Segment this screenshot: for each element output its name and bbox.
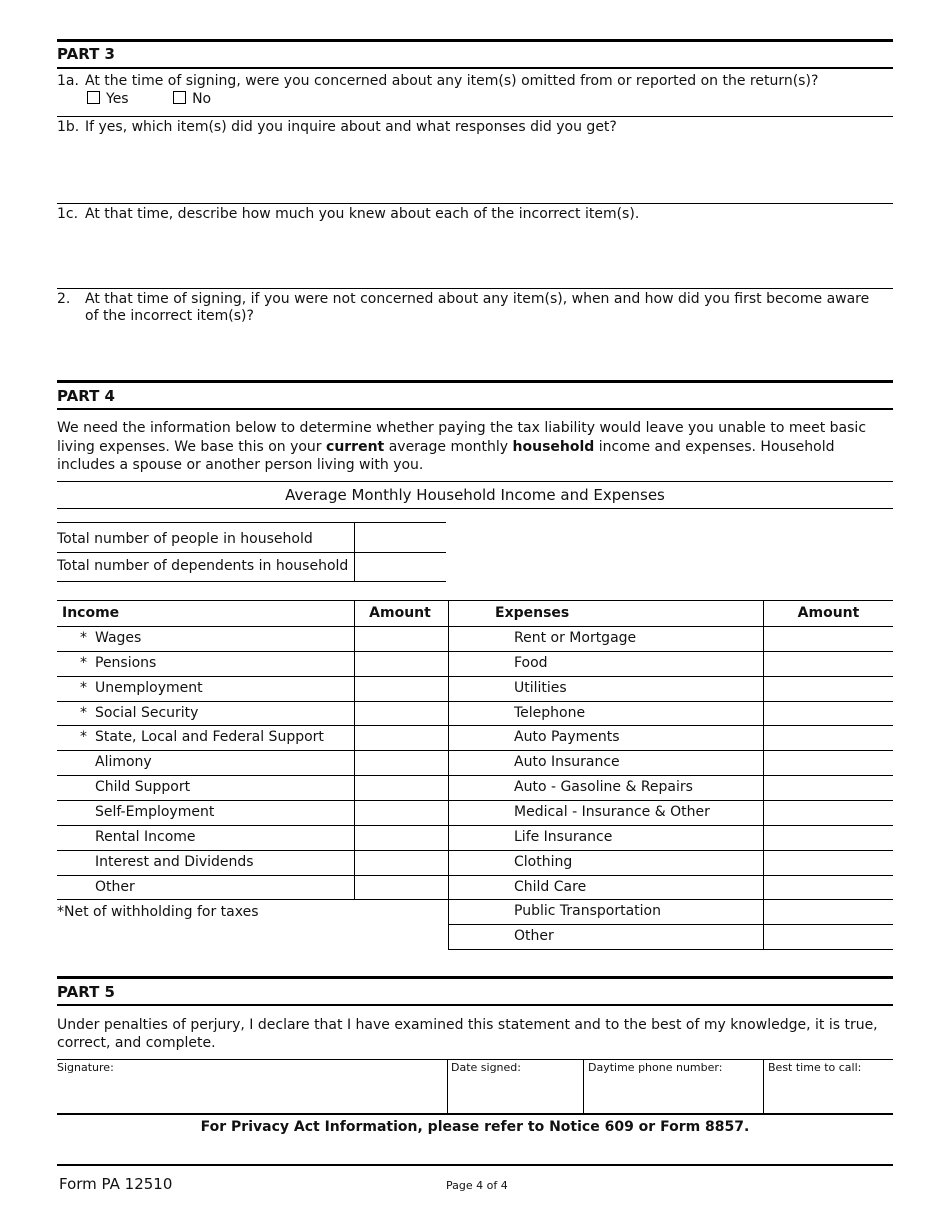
- expense-row-rule: [448, 899, 893, 900]
- expense-amount-input[interactable]: [765, 852, 892, 874]
- sig-divider-3: [763, 1059, 764, 1113]
- intro-household: household: [512, 438, 595, 455]
- expense-label: Rent or Mortgage: [514, 630, 637, 646]
- question-1a: [57, 73, 818, 90]
- q1b-rule: [57, 203, 893, 204]
- sig-divider-1: [447, 1059, 448, 1113]
- income-asterisk: *: [80, 680, 87, 696]
- question-2-text-line2: of the incorrect item(s)?: [85, 308, 254, 324]
- table-title: Average Monthly Household Income and Expenses: [285, 486, 665, 504]
- expense-label: Telephone: [514, 705, 586, 721]
- expense-label: Child Care: [514, 879, 587, 895]
- expense-amount-input[interactable]: [765, 678, 892, 700]
- part5-top-rule: [57, 976, 893, 979]
- expense-amount-divider: [763, 600, 764, 949]
- daytime-phone-label: Daytime phone number:: [588, 1061, 723, 1074]
- part4-title-rule: [57, 408, 893, 410]
- part4-title: PART 4: [57, 387, 115, 405]
- privacy-notice: For Privacy Act Information, please refer to Notice 609 or Form 8857.: [200, 1119, 750, 1135]
- expenses-amount-header: Amount: [797, 605, 860, 621]
- best-time-label: Best time to call:: [768, 1061, 862, 1074]
- household-people-input[interactable]: [355, 523, 446, 552]
- expense-label: Auto - Gasoline & Repairs: [514, 779, 693, 795]
- income-row-rule: [57, 626, 449, 627]
- expense-row-rule: [448, 875, 893, 876]
- q1c-rule: [57, 288, 893, 289]
- no-label: No: [192, 91, 212, 107]
- question-2-text-line1: At that time of signing, if you were not concerned about any item(s), when and how did you first become aware: [85, 291, 870, 307]
- income-label: Pensions: [95, 655, 157, 671]
- part5-title: PART 5: [57, 983, 115, 1001]
- date-signed-label: Date signed:: [451, 1061, 521, 1074]
- income-row-rule: [57, 825, 449, 826]
- yes-label: Yes: [106, 91, 129, 107]
- income-amount-input[interactable]: [356, 628, 446, 650]
- income-row-rule: [57, 775, 449, 776]
- part3-title: PART 3: [57, 45, 115, 63]
- date-signed-field[interactable]: [449, 1076, 583, 1112]
- expense-label: Medical - Insurance & Other: [514, 804, 710, 820]
- form-number: Form PA 12510: [59, 1175, 173, 1193]
- income-amount-input[interactable]: [356, 877, 446, 899]
- income-amount-input[interactable]: [356, 653, 446, 675]
- part3-title-rule: [57, 67, 893, 69]
- expense-amount-input[interactable]: [765, 727, 892, 749]
- income-amount-input[interactable]: [356, 852, 446, 874]
- part5-title-rule: [57, 1004, 893, 1006]
- income-label: Unemployment: [95, 680, 203, 696]
- income-label: Alimony: [95, 754, 152, 770]
- daytime-phone-field[interactable]: [585, 1076, 762, 1112]
- expense-label: Auto Payments: [514, 729, 620, 745]
- expense-label: Public Transportation: [514, 903, 661, 919]
- household-rule-bottom: [57, 581, 446, 582]
- income-amount-input[interactable]: [356, 727, 446, 749]
- part3-top-rule: [57, 39, 893, 42]
- yes-checkbox[interactable]: [87, 91, 100, 104]
- expense-amount-input[interactable]: [765, 877, 892, 899]
- expense-row-rule: [448, 850, 893, 851]
- income-asterisk: *: [80, 729, 87, 745]
- income-row-rule: [57, 651, 449, 652]
- question-2-number: 2.: [57, 291, 71, 307]
- signature-bottom-rule: [57, 1113, 893, 1115]
- income-amount-divider: [354, 600, 355, 900]
- expense-row-rule: [448, 825, 893, 826]
- household-divider: [354, 522, 355, 582]
- question-1b: [57, 119, 617, 136]
- expense-label: Utilities: [514, 680, 567, 696]
- expense-row-rule: [448, 626, 893, 627]
- table-title-bottom-rule: [57, 508, 893, 509]
- expense-row-rule: [448, 676, 893, 677]
- answer-2-area[interactable]: [57, 328, 893, 378]
- income-asterisk: *: [80, 705, 87, 721]
- intro-text-c: average monthly: [384, 438, 513, 455]
- intro-text-e: income and expenses. Household includes a spouse or another person living with you.: [57, 438, 835, 473]
- question-1a-options: [87, 91, 211, 108]
- income-label: Rental Income: [95, 829, 196, 845]
- question-1a-number: 1a.: [57, 73, 79, 89]
- expense-row-rule: [448, 750, 893, 751]
- expense-amount-input[interactable]: [765, 703, 892, 725]
- income-asterisk: *: [80, 655, 87, 671]
- income-bottom-rule: [57, 899, 449, 900]
- expense-label: Life Insurance: [514, 829, 613, 845]
- expense-row-rule: [448, 725, 893, 726]
- income-footnote: *Net of withholding for taxes: [57, 904, 259, 920]
- income-row-rule: [57, 875, 449, 876]
- income-amount-input[interactable]: [356, 827, 446, 849]
- answer-1b-area[interactable]: [57, 138, 893, 202]
- expense-amount-input[interactable]: [765, 777, 892, 799]
- expense-amount-input[interactable]: [765, 926, 892, 948]
- question-1c-number: 1c.: [57, 206, 79, 222]
- expense-row-rule: [448, 800, 893, 801]
- question-1a-text: At the time of signing, were you concerned about any item(s) omitted from or reported on the return(s)?: [85, 73, 819, 89]
- table-title-top-rule: [57, 481, 893, 482]
- income-label: Self-Employment: [95, 804, 215, 820]
- expense-row-rule: [448, 924, 893, 925]
- expense-amount-input[interactable]: [765, 653, 892, 675]
- expenses-header: Expenses: [495, 605, 570, 621]
- signature-label: Signature:: [57, 1061, 114, 1074]
- signature-top-rule: [57, 1059, 893, 1060]
- income-amount-input[interactable]: [356, 703, 446, 725]
- income-label: Child Support: [95, 779, 191, 795]
- question-1c-text: At that time, describe how much you knew about each of the incorrect item(s).: [85, 206, 640, 222]
- income-header: Income: [62, 605, 120, 621]
- income-label: Wages: [95, 630, 142, 646]
- ie-top-rule: [57, 600, 893, 601]
- income-amount-input[interactable]: [356, 678, 446, 700]
- q1a-rule: [57, 116, 893, 117]
- page-number: Page 4 of 4: [446, 1179, 508, 1192]
- income-amount-input[interactable]: [356, 777, 446, 799]
- expense-amount-input[interactable]: [765, 628, 892, 650]
- part5-declaration: Under penalties of perjury, I declare that I have examined this statement and to the best of my knowledge, it is true, correct, and complete.: [57, 1017, 878, 1051]
- part4-top-rule: [57, 380, 893, 383]
- income-row-rule: [57, 676, 449, 677]
- expense-bottom-rule: [448, 949, 893, 950]
- footer-rule: [57, 1164, 893, 1166]
- question-1b-text: If yes, which item(s) did you inquire about and what responses did you get?: [85, 119, 617, 135]
- expense-amount-input[interactable]: [765, 752, 892, 774]
- expense-label: Auto Insurance: [514, 754, 620, 770]
- question-1c: [57, 206, 639, 223]
- expense-row-rule: [448, 701, 893, 702]
- expense-row-rule: [448, 775, 893, 776]
- expense-amount-input[interactable]: [765, 901, 892, 923]
- income-row-rule: [57, 701, 449, 702]
- income-asterisk: *: [80, 630, 87, 646]
- intro-text-a: We need the information below to determine whether paying the tax liability would leave you unable to meet basic living expenses. We base this on your: [57, 420, 867, 455]
- no-checkbox[interactable]: [173, 91, 186, 104]
- expense-label: Other: [514, 928, 554, 944]
- question-2: [57, 291, 869, 308]
- expense-amount-input[interactable]: [765, 802, 892, 824]
- expense-label: Food: [514, 655, 548, 671]
- income-label: State, Local and Federal Support: [95, 729, 324, 745]
- income-label: Social Security: [95, 705, 199, 721]
- income-label: Other: [95, 879, 135, 895]
- income-amount-input[interactable]: [356, 802, 446, 824]
- expense-row-rule: [448, 651, 893, 652]
- household-people-label: Total number of people in household: [57, 531, 313, 547]
- income-row-rule: [57, 850, 449, 851]
- income-label: Interest and Dividends: [95, 854, 254, 870]
- intro-current: current: [326, 438, 385, 455]
- household-dependents-label: Total number of dependents in household: [57, 558, 349, 574]
- income-row-rule: [57, 800, 449, 801]
- sig-divider-2: [583, 1059, 584, 1113]
- part4-intro: [57, 419, 893, 475]
- expense-label: Clothing: [514, 854, 573, 870]
- income-amount-header: Amount: [369, 605, 431, 621]
- income-amount-input[interactable]: [356, 752, 446, 774]
- income-expense-divider: [448, 600, 449, 949]
- best-time-field[interactable]: [765, 1076, 892, 1112]
- income-row-rule: [57, 750, 449, 751]
- expense-amount-input[interactable]: [765, 827, 892, 849]
- answer-1c-area[interactable]: [57, 225, 893, 287]
- income-row-rule: [57, 725, 449, 726]
- signature-field[interactable]: [57, 1076, 447, 1112]
- question-1b-number: 1b.: [57, 119, 80, 135]
- household-dependents-input[interactable]: [355, 553, 446, 581]
